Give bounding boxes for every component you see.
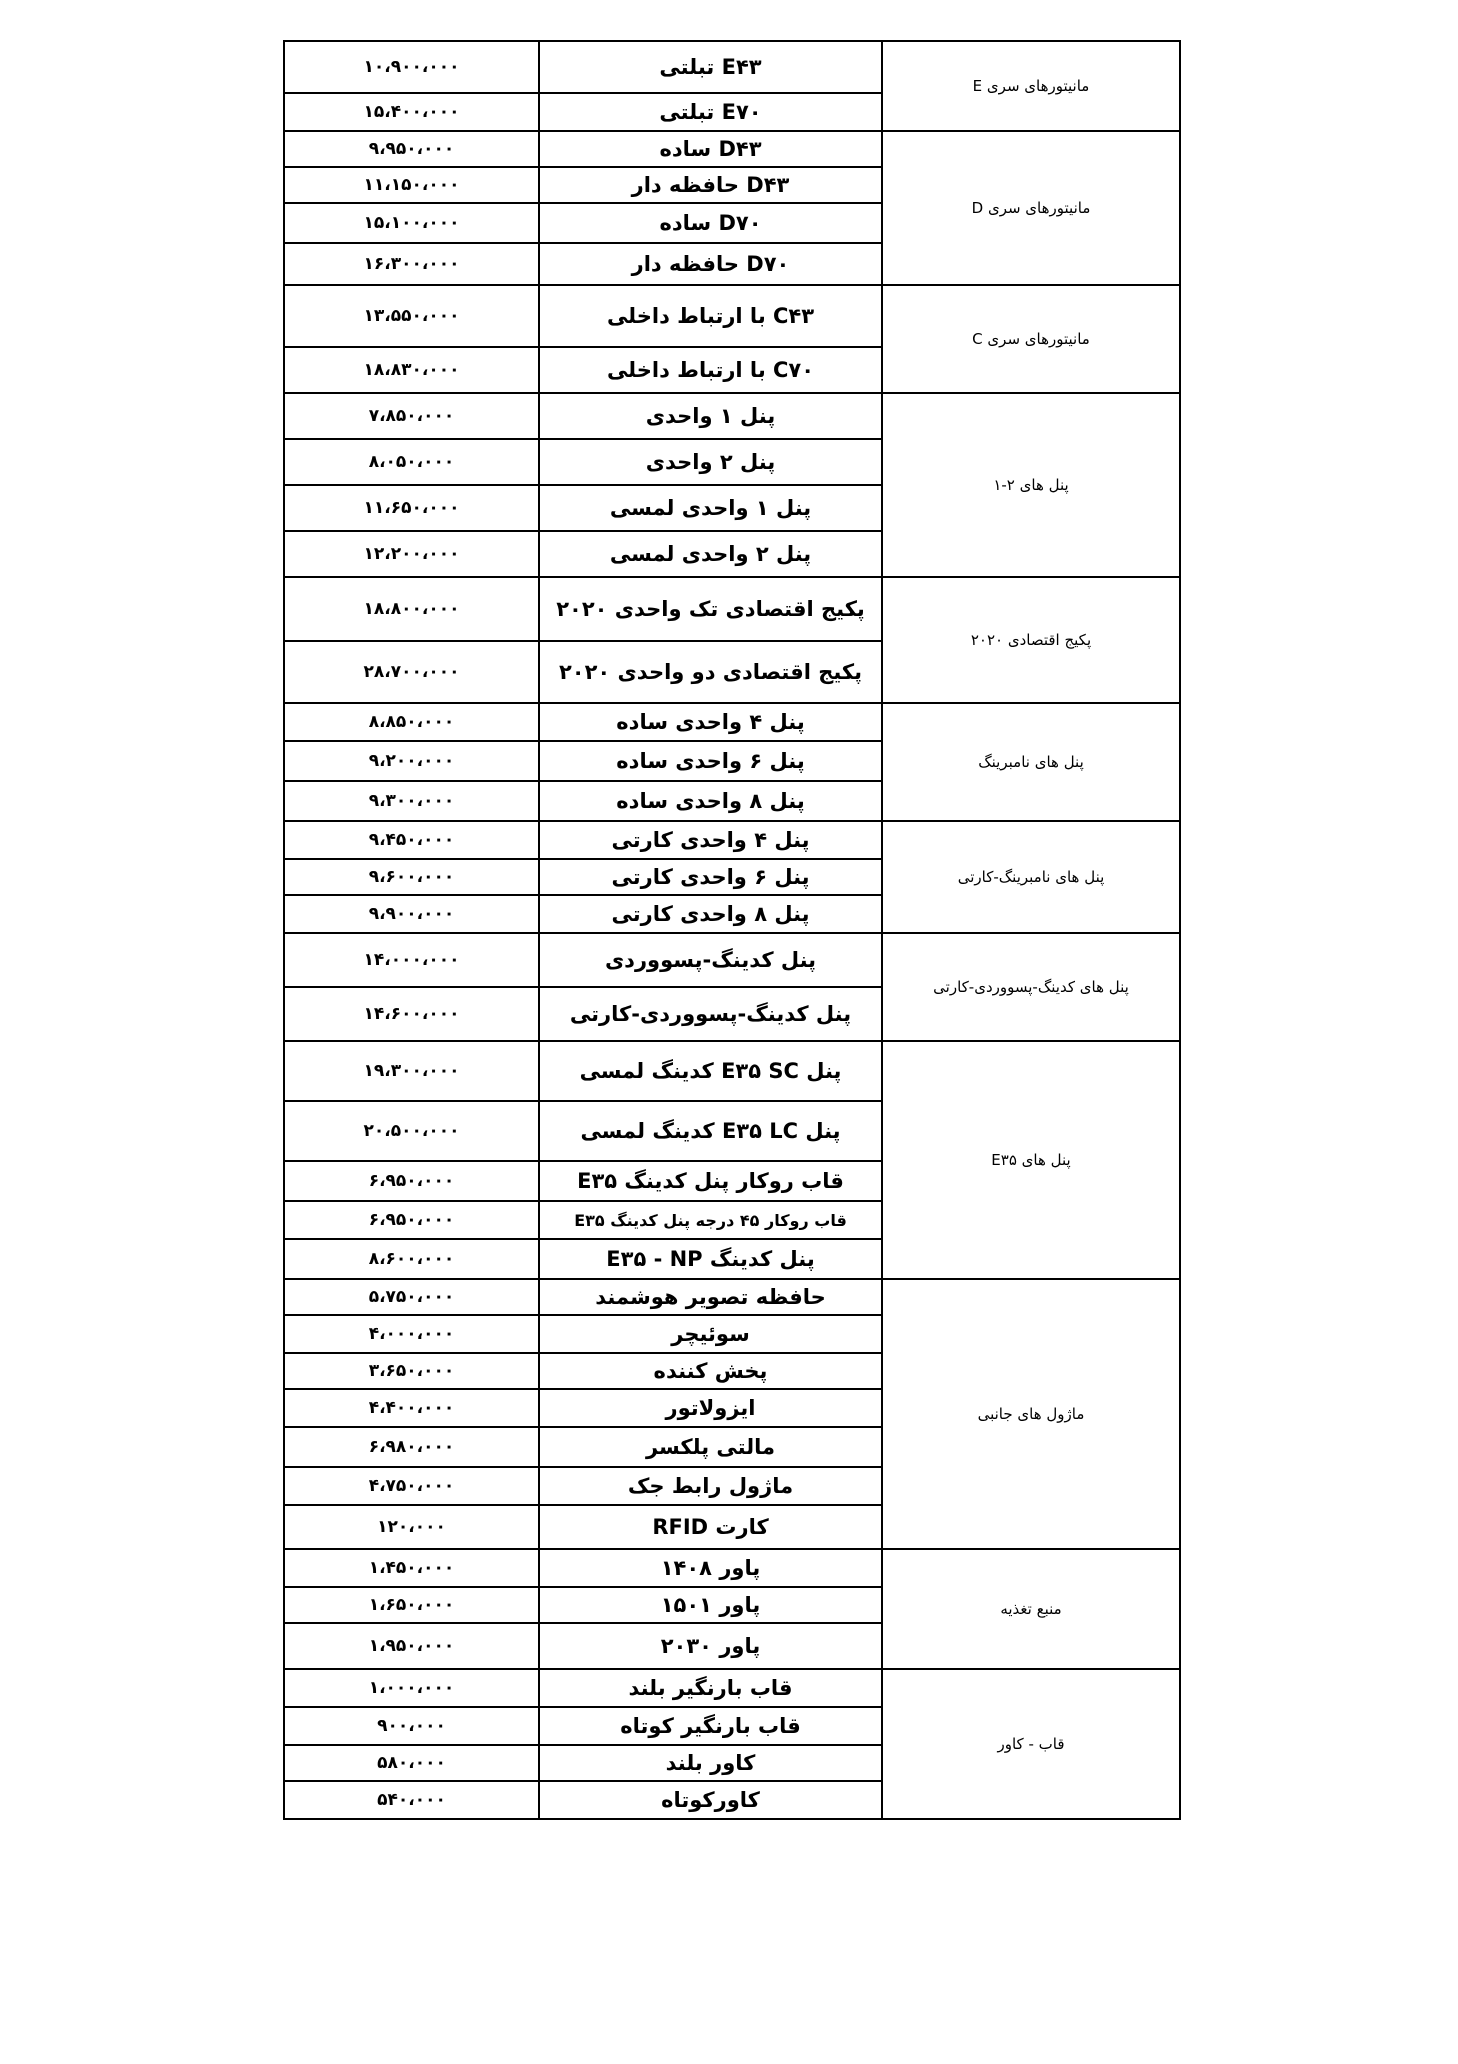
price-list-body (284, 41, 1180, 1819)
category-cell: منبع تغذیه (882, 1549, 1180, 1669)
category-cell: پنل های نامبرینگ (882, 703, 1180, 821)
table-row (284, 41, 1180, 93)
price-cell: ۱۱،۶۵۰،۰۰۰ (284, 485, 539, 531)
price-cell: ۷،۸۵۰،۰۰۰ (284, 393, 539, 439)
price-cell: ۱۴،۰۰۰،۰۰۰ (284, 933, 539, 987)
item-name-cell: C۴۳ با ارتباط داخلی (539, 285, 882, 347)
category-cell: پنل های نامبرینگ-کارتی (882, 821, 1180, 933)
category-cell: پکیج اقتصادی ۲۰۲۰ (882, 577, 1180, 703)
table-row (284, 703, 1180, 741)
price-cell: ۳،۶۵۰،۰۰۰ (284, 1353, 539, 1389)
item-name-cell: پاور ۲۰۳۰ (539, 1623, 882, 1669)
price-cell: ۹،۲۰۰،۰۰۰ (284, 741, 539, 781)
price-cell: ۱۴،۶۰۰،۰۰۰ (284, 987, 539, 1041)
price-cell: ۶،۹۵۰،۰۰۰ (284, 1161, 539, 1201)
price-cell: ۶،۹۸۰،۰۰۰ (284, 1427, 539, 1467)
item-name-cell: قاب روکار ۴۵ درجه پنل کدینگ E۳۵ (539, 1201, 882, 1239)
item-name-cell: D۷۰ حافظه دار (539, 243, 882, 285)
item-name-cell: کاور بلند (539, 1745, 882, 1781)
table-row (284, 1041, 1180, 1101)
price-cell: ۸،۸۵۰،۰۰۰ (284, 703, 539, 741)
price-cell: ۵،۷۵۰،۰۰۰ (284, 1279, 539, 1315)
item-name-cell: C۷۰ با ارتباط داخلی (539, 347, 882, 393)
item-name-cell: پنل ۸ واحدی ساده (539, 781, 882, 821)
category-cell: پنل های کدینگ-پسووردی-کارتی (882, 933, 1180, 1041)
item-name-cell: پخش کننده (539, 1353, 882, 1389)
item-name-cell: پنل کدینگ E۳۵ - NP (539, 1239, 882, 1279)
item-name-cell: D۷۰ ساده (539, 203, 882, 243)
price-cell: ۶،۹۵۰،۰۰۰ (284, 1201, 539, 1239)
price-cell: ۱۶،۳۰۰،۰۰۰ (284, 243, 539, 285)
price-cell: ۱۱،۱۵۰،۰۰۰ (284, 167, 539, 203)
table-row (284, 577, 1180, 641)
price-cell: ۱۹،۳۰۰،۰۰۰ (284, 1041, 539, 1101)
item-name-cell: پکیج اقتصادی تک واحدی ۲۰۲۰ (539, 577, 882, 641)
price-cell: ۹،۹۰۰،۰۰۰ (284, 895, 539, 933)
category-cell: مانیتورهای سری C (882, 285, 1180, 393)
item-name-cell: پنل ۱ واحدی لمسی (539, 485, 882, 531)
price-list-table (283, 40, 1181, 1820)
item-name-cell: مالتی پلکسر (539, 1427, 882, 1467)
item-name-cell: پاور ۱۴۰۸ (539, 1549, 882, 1587)
table-row (284, 1279, 1180, 1315)
price-cell: ۴،۴۰۰،۰۰۰ (284, 1389, 539, 1427)
table-row (284, 285, 1180, 347)
item-name-cell: D۴۳ ساده (539, 131, 882, 167)
price-cell: ۱۸،۸۳۰،۰۰۰ (284, 347, 539, 393)
item-name-cell: پنل کدینگ-پسووردی (539, 933, 882, 987)
price-cell: ۱۲،۲۰۰،۰۰۰ (284, 531, 539, 577)
price-cell: ۱،۴۵۰،۰۰۰ (284, 1549, 539, 1587)
price-cell: ۴،۷۵۰،۰۰۰ (284, 1467, 539, 1505)
item-name-cell: پنل ۲ واحدی (539, 439, 882, 485)
item-name-cell: کارت RFID (539, 1505, 882, 1549)
item-name-cell: پنل کدینگ-پسووردی-کارتی (539, 987, 882, 1041)
price-cell: ۱۰،۹۰۰،۰۰۰ (284, 41, 539, 93)
item-name-cell: پنل ۴ واحدی کارتی (539, 821, 882, 859)
price-cell: ۱،۹۵۰،۰۰۰ (284, 1623, 539, 1669)
item-name-cell: پنل ۲ واحدی لمسی (539, 531, 882, 577)
item-name-cell: پنل ۶ واحدی کارتی (539, 859, 882, 895)
item-name-cell: قاب بارنگیر کوتاه (539, 1707, 882, 1745)
item-name-cell: ایزولاتور (539, 1389, 882, 1427)
table-row (284, 393, 1180, 439)
table-row (284, 933, 1180, 987)
table-row (284, 821, 1180, 859)
table-row (284, 131, 1180, 167)
item-name-cell: E۷۰ تبلتی (539, 93, 882, 131)
table-row (284, 1549, 1180, 1587)
item-name-cell: D۴۳ حافظه دار (539, 167, 882, 203)
price-cell: ۱۳،۵۵۰،۰۰۰ (284, 285, 539, 347)
price-cell: ۱،۶۵۰،۰۰۰ (284, 1587, 539, 1623)
price-cell: ۸،۶۰۰،۰۰۰ (284, 1239, 539, 1279)
price-cell: ۵۴۰،۰۰۰ (284, 1781, 539, 1819)
price-cell: ۵۸۰،۰۰۰ (284, 1745, 539, 1781)
item-name-cell: پنل ۶ واحدی ساده (539, 741, 882, 781)
item-name-cell: پاور ۱۵۰۱ (539, 1587, 882, 1623)
price-cell: ۹،۳۰۰،۰۰۰ (284, 781, 539, 821)
price-cell: ۱۵،۴۰۰،۰۰۰ (284, 93, 539, 131)
price-cell: ۱۲۰،۰۰۰ (284, 1505, 539, 1549)
item-name-cell: E۴۳ تبلتی (539, 41, 882, 93)
item-name-cell: پنل E۳۵ LC کدینگ لمسی (539, 1101, 882, 1161)
price-cell: ۱،۰۰۰،۰۰۰ (284, 1669, 539, 1707)
price-cell: ۸،۰۵۰،۰۰۰ (284, 439, 539, 485)
category-cell: پنل های E۳۵ (882, 1041, 1180, 1279)
item-name-cell: پنل ۸ واحدی کارتی (539, 895, 882, 933)
price-cell: ۹،۶۰۰،۰۰۰ (284, 859, 539, 895)
item-name-cell: پنل ۱ واحدی (539, 393, 882, 439)
item-name-cell: سوئیچر (539, 1315, 882, 1353)
item-name-cell: پنل E۳۵ SC کدینگ لمسی (539, 1041, 882, 1101)
price-cell: ۹،۹۵۰،۰۰۰ (284, 131, 539, 167)
price-cell: ۹۰۰،۰۰۰ (284, 1707, 539, 1745)
table-row (284, 1669, 1180, 1707)
price-cell: ۹،۴۵۰،۰۰۰ (284, 821, 539, 859)
item-name-cell: ماژول رابط جک (539, 1467, 882, 1505)
price-cell: ۲۰،۵۰۰،۰۰۰ (284, 1101, 539, 1161)
price-cell: ۱۸،۸۰۰،۰۰۰ (284, 577, 539, 641)
category-cell: ماژول های جانبی (882, 1279, 1180, 1549)
item-name-cell: حافظه تصویر هوشمند (539, 1279, 882, 1315)
item-name-cell: کاورکوتاه (539, 1781, 882, 1819)
item-name-cell: قاب بارنگیر بلند (539, 1669, 882, 1707)
item-name-cell: پکیج اقتصادی دو واحدی ۲۰۲۰ (539, 641, 882, 703)
price-cell: ۴،۰۰۰،۰۰۰ (284, 1315, 539, 1353)
price-cell: ۱۵،۱۰۰،۰۰۰ (284, 203, 539, 243)
category-cell: مانیتورهای سری E (882, 41, 1180, 131)
price-cell: ۲۸،۷۰۰،۰۰۰ (284, 641, 539, 703)
item-name-cell: پنل ۴ واحدی ساده (539, 703, 882, 741)
category-cell: مانیتورهای سری D (882, 131, 1180, 285)
item-name-cell: قاب روکار پنل کدینگ E۳۵ (539, 1161, 882, 1201)
category-cell: قاب - کاور (882, 1669, 1180, 1819)
category-cell: پنل های ۲-۱ (882, 393, 1180, 577)
